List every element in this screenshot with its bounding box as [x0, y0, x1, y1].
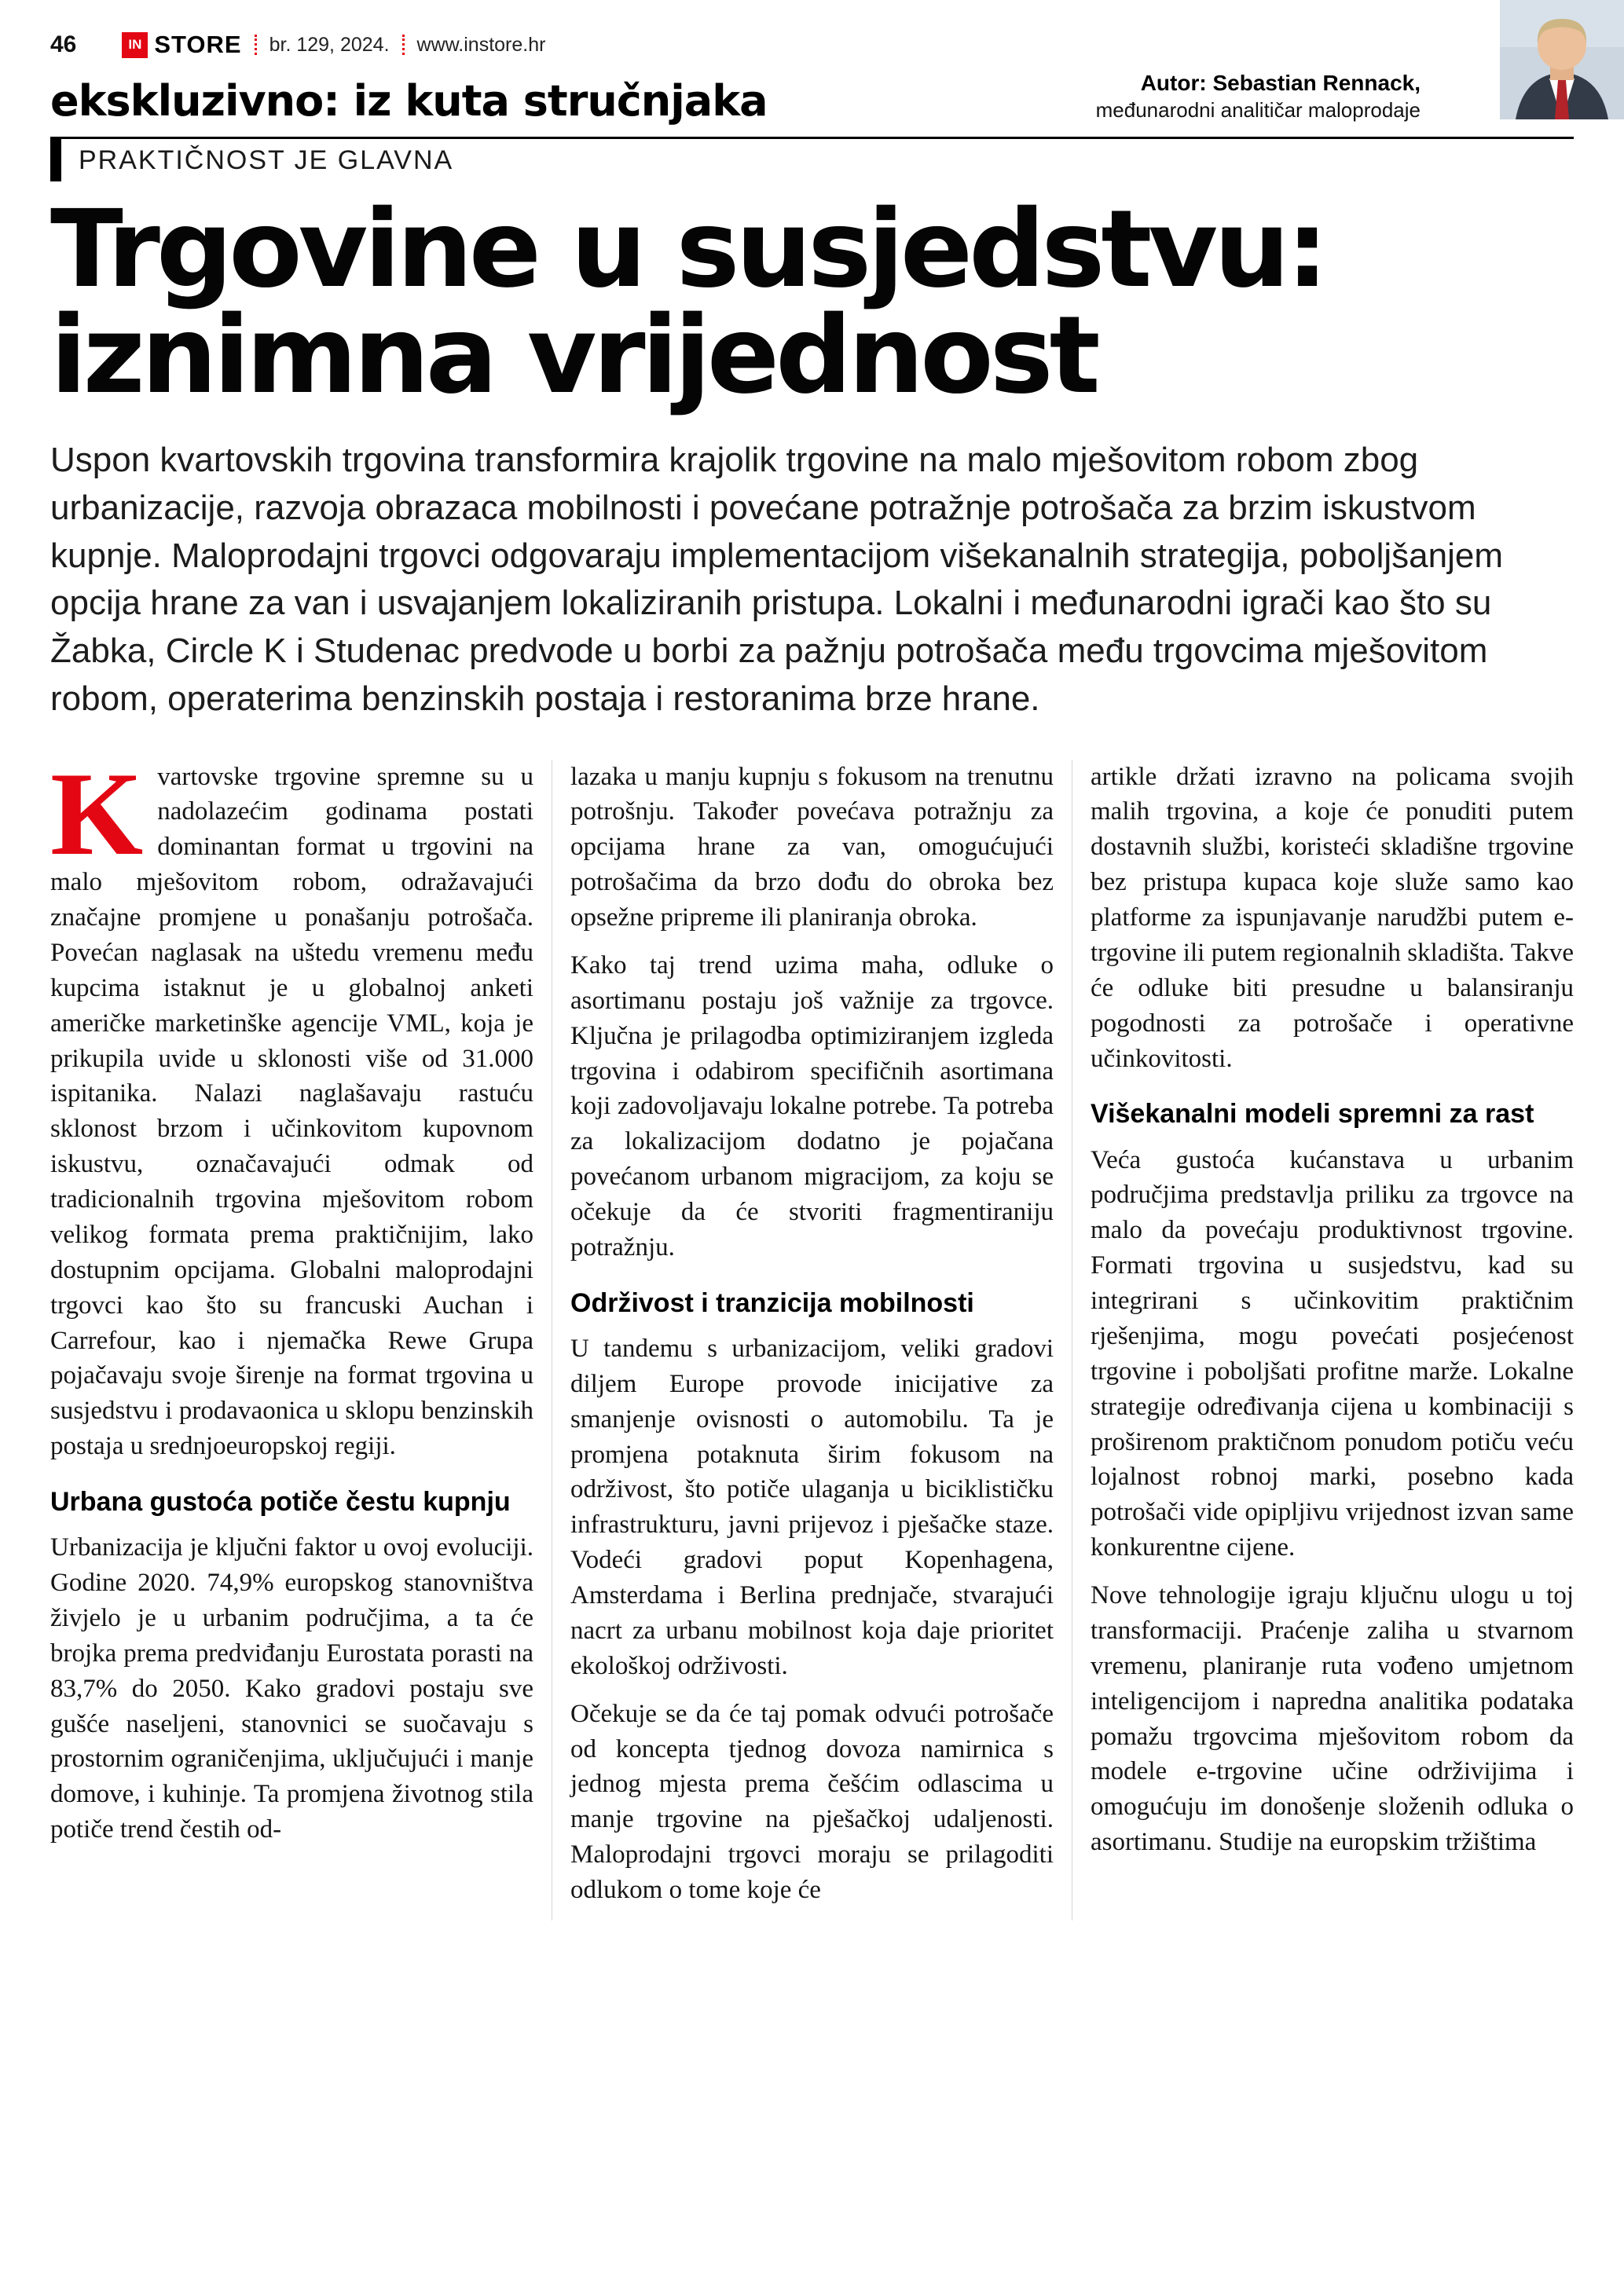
body-paragraph: Očekuje se da će taj pomak odvući potrošače od koncepta tjednog dovoza namirnica s jednog mjesta prema češćim odlascima u manje trgovine na pješačkoj udaljenosti. Maloprodajni trgovci moraju se prilagoditi odlukom o tome koje će: [570, 1699, 1054, 1905]
meta-separator-icon: [402, 35, 405, 55]
author-name: Autor: Sebastian Rennack,: [1140, 71, 1421, 95]
author-role: međunarodni analitičar maloprodaje: [1095, 98, 1421, 122]
article-title-line2: iznimna vrijednost: [50, 293, 1097, 418]
kicker-mark: [50, 139, 61, 181]
article-column-1: [50, 747, 533, 1921]
author-photo: [1500, 0, 1624, 119]
page-meta-row: [50, 28, 1574, 61]
kicker-row: [50, 139, 1574, 181]
page-header: [50, 28, 1574, 126]
body-paragraph: Veća gustoća kućanstava u urbanim područjima predstavlja priliku za trgovce na malo da povećaju produktivnost trgovine. Formati trgovina u susjedstvu, kad su integrirani s učinkovitim praktičnim rješenjima, mogu povećati posjećenost trgovine i poboljšati profitne marže. Lokalne strategije određivanja cijena u kombinaciji s proširenom praktičnom ponudom potiču veću lojalnost robnoj marki, posebno kada potrošači vide opipljivu vrijednost izvan same konkurentne cijene.: [1091, 1145, 1574, 1562]
body-paragraph: Kako taj trend uzima maha, odluke o asortimanu postaju još važnije za trgovce. Ključna je prilagodba optimiziranjem izgleda trgovina i odabirom specifičnih asortimana koji zadovoljavaju lokalne potrebe. Ta potreba za lokalizacijom dodatno je pojačana povećanom urbanom migracijom, za koju se očekuje da će stvoriti fragmentiraniju potražnju.: [570, 950, 1054, 1262]
website-url: www.instore.hr: [416, 33, 546, 56]
section-subheading: Održivost i tranzicija mobilnosti: [570, 1287, 974, 1318]
body-paragraph: Kvartovske trgovine spremne su u nadolazećim godinama postati dominantan format u trgovini na malo mješovitom robom, odražavajući značajne promjene u ponašanju potrošača. Povećan naglasak na uštedu vremenu među kupcima istaknut je u globalnoj anketi američke marketinške agencije VML, koja je prikupila uvide u sklonosti više od 31.000 ispitanika. Nalazi naglašavaju rastuću sklonost brzom i učinkovitom kupovnom iskustvu, označavajući odmak od tradicionalnih trgovina mješovitom robom velikog formata prema praktičnijim, lako dostupnim opcijama. Globalni maloprodajni trgovci kao što su francuski Auchan i Carrefour, kao i njemačka Rewe Grupa pojačavaju svoje širenje na format trgovina u susjedstvu i prodavaonica u sklopu benzinskih postaja u srednjoeuropskoj regiji.: [50, 747, 533, 1461]
article-title: [50, 188, 1574, 418]
logo-in-mark: IN: [122, 32, 148, 58]
section-title: ekskluzivno: iz kuta stručnjaka: [50, 76, 768, 126]
issue-number: br. 129, 2024.: [269, 33, 390, 56]
article-column-2: [552, 760, 1054, 1921]
article-title-line1: Trgovine u susjedstvu:: [50, 188, 1325, 312]
drop-cap: K: [50, 747, 144, 880]
article-column-3: [1072, 760, 1574, 1921]
body-paragraph: lazaka u manju kupnju s fokusom na trenutnu potrošnju. Također povećava potražnju za opcijama hrane za van, omogućujući potrošačima da brzo dođu do obroka bez opsežne pripreme ili planiranja obroka.: [570, 762, 1054, 932]
instore-logo: [122, 31, 241, 59]
body-paragraph: Urbanizacija je ključni faktor u ovoj evoluciji. Godine 2020. 74,9% europskog stanovništva živjelo je u urbanim područjima, a ta će brojka prema predviđanju Eurostata porasti na 83,7% do 2050. Kako gradovi postaju sve gušće naseljeni, stanovnici se suočavaju s prostornim ograničenjima, uključujući i manje domove, i kuhinje. Ta promjena životnog stila potiče trend čestih od-: [50, 1533, 533, 1844]
section-subheading: Urbana gustoća potiče čestu kupnju: [50, 1487, 511, 1518]
body-paragraph: U tandemu s urbanizacijom, veliki gradovi diljem Europe provode inicijative za smanjenje ovisnosti o automobilu. Ta je promjena potaknuta širim fokusom na održivost, što potiče ulaganja u biciklističku infrastrukturu, javni prijevoz i pješačke staze. Vodeći gradovi poput Kopenhagena, Amsterdama i Berlina prednjače, stvarajući nacrt za urbanu mobilnost koja daje prioritet ekološkoj održivosti.: [570, 1334, 1054, 1680]
meta-separator-icon: [255, 35, 257, 55]
article-body: [50, 747, 1574, 1921]
body-paragraph: Nove tehnologije igraju ključnu ulogu u toj transformaciji. Praćenje zaliha u stvarnom vremenu, planiranje ruta vođeno umjetnom inteligencijom i napredna analitika podataka pomažu trgovcima mješovitom robom da modele e-trgovine učine održivijima i omogućuju im donošenje složenih odluka o asortimanu. Studije na europskim tržištima: [1091, 1581, 1574, 1857]
header-main: [50, 71, 1574, 126]
body-paragraph: artikle držati izravno na policama svojih malih trgovina, a koje će ponuditi putem dostavnih službi, koristeći skladišne trgovine bez pristupa kupaca koje služe samo kao platforme za ispunjavanje narudžbi putem e-trgovine ili putem regionalnih skladišta. Takve će odluke biti presudne u balansiranju pogodnosti za potrošače i operativne učinkovitosti.: [1091, 762, 1574, 1073]
article-lead: Uspon kvartovskih trgovina transformira krajolik trgovine na malo mješovitom robom zbog urbanizacije, razvoja obrazaca mobilnosti i povećane potražnje potrošača za brzim iskustvom kupnje. Maloprodajni trgovci odgovaraju implementacijom višekanalnih strategija, poboljšanjem opcija hrane za van i usvajanjem lokaliziranih pristupa. Lokalni i međunarodni igrači kao što su Žabka, Circle K i Studenac predvode u borbi za pažnju potrošača među trgovcima mješovitom robom, operaterima benzinskih postaja i restoranima brze hrane.: [50, 441, 1503, 718]
section-subheading: Višekanalni modeli spremni za rast: [1091, 1099, 1534, 1130]
author-portrait-graphic: [1500, 0, 1624, 119]
logo-store-text: STORE: [154, 31, 242, 58]
article-kicker: PRAKTIČNOST JE GLAVNA: [79, 145, 454, 175]
author-block: [1096, 71, 1421, 126]
page-number: 46: [50, 31, 77, 57]
